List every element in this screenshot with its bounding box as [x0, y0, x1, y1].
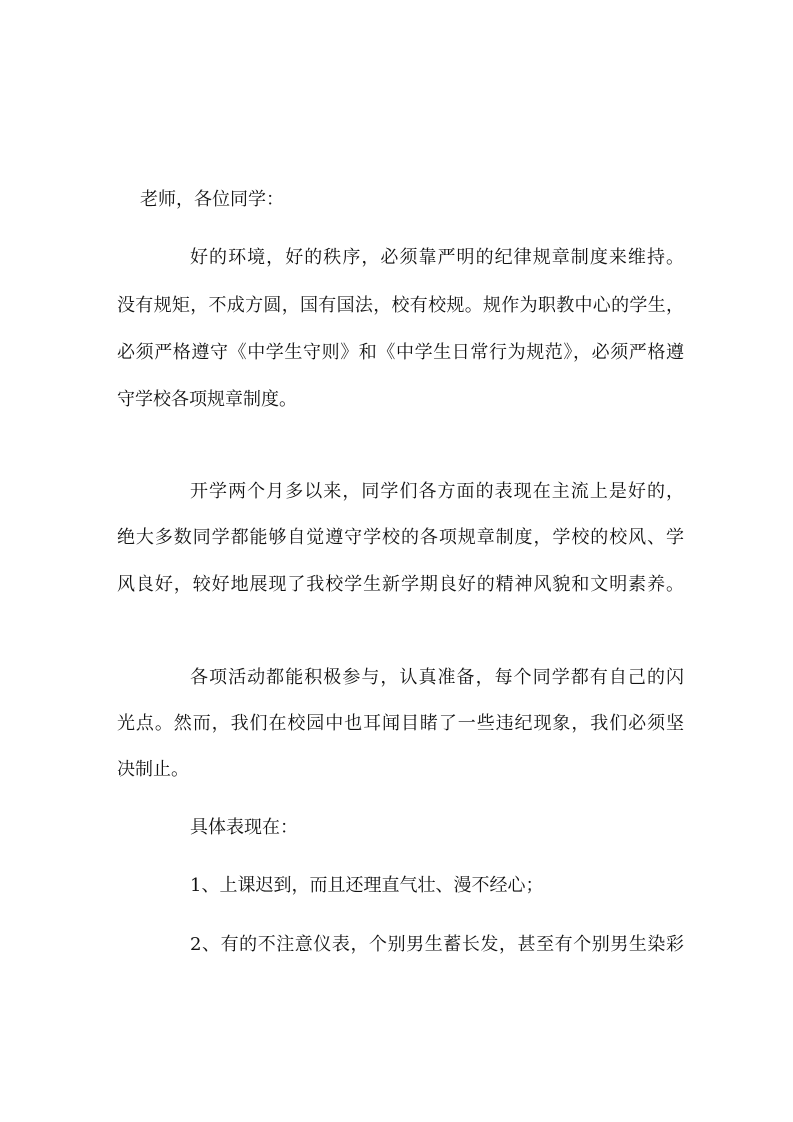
paragraph-line: 必须严格遵守《中学生守则》和《中学生日常行为规范》，必须严格遵	[117, 342, 684, 363]
paragraph-line: 守学校各项规章制度。	[117, 389, 297, 410]
paragraph-line: 没有规矩，不成方圆，国有国法，校有校规。规作为职教中心的学生，	[117, 295, 684, 316]
paragraph-line: 决制止。	[117, 759, 189, 780]
paragraph-line: 光点。然而，我们在校园中也耳闻目睹了一些违纪现象，我们必须坚	[117, 713, 684, 734]
paragraph-line: 绝大多数同学都能够自觉遵守学校的各项规章制度，学校的校风、学	[117, 527, 684, 548]
list-item-2: 2、有的不注意仪表，个别男生蓄长发，甚至有个别男生染彩	[190, 934, 684, 955]
list-item-1: 1、上课迟到，而且还理直气壮、漫不经心；	[190, 875, 544, 896]
paragraph-line: 开学两个月多以来，同学们各方面的表现在主流上是好的，	[190, 481, 684, 502]
paragraph-line: 风良好，较好地展现了我校学生新学期良好的精神风貌和文明素养。	[117, 574, 684, 595]
paragraph-line: 各项活动都能积极参与，认真准备，每个同学都有自己的闪	[190, 667, 684, 688]
paragraph-line: 好的环境，好的秩序，必须靠严明的纪律规章制度来维持。	[190, 247, 684, 268]
greeting: 老师，各位同学：	[140, 189, 284, 210]
paragraph-4: 具体表现在：	[190, 817, 298, 838]
